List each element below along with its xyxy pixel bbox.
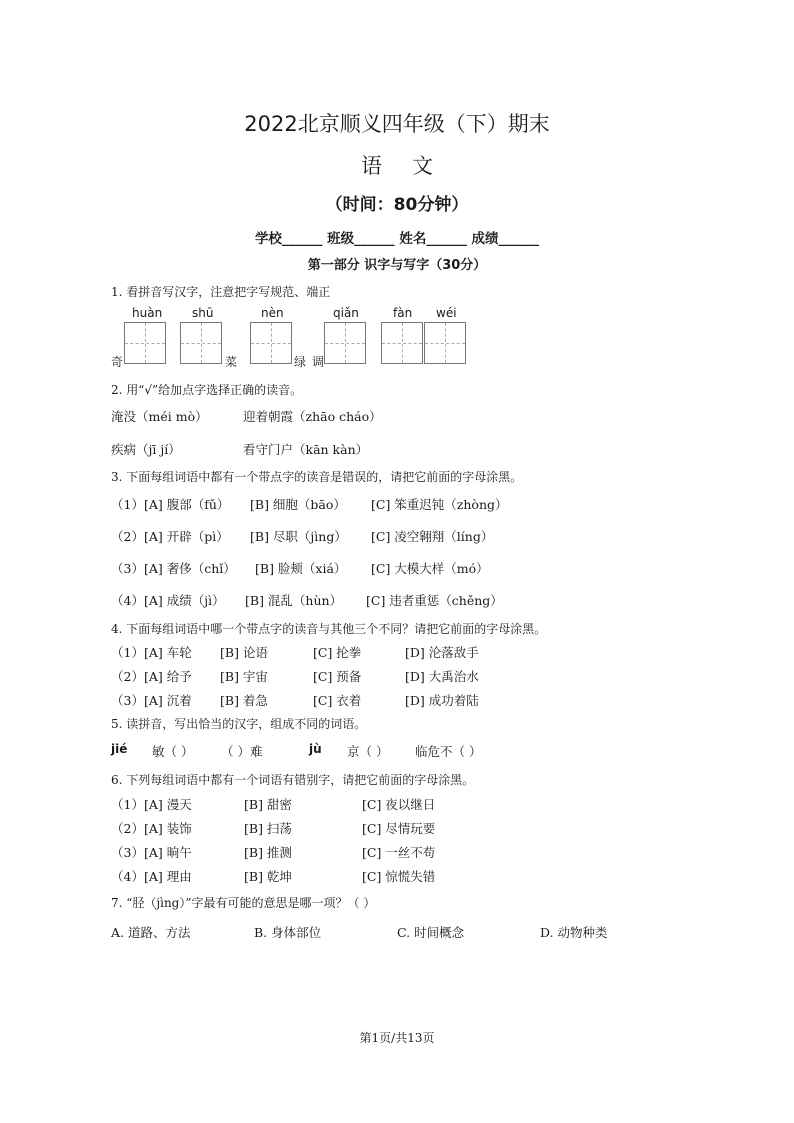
q1-pinyin: qiǎn: [333, 306, 359, 320]
writing-box[interactable]: [250, 322, 292, 364]
q4-option[interactable]: [D] 沦落敌手: [405, 645, 479, 660]
q5-prompt: 5. 读拼音，写出恰当的汉字，组成不同的词语。: [111, 717, 367, 731]
q7-option[interactable]: D. 动物种类: [540, 925, 608, 940]
q4-option[interactable]: （3）[A] 沉着: [111, 693, 192, 708]
q3-prompt: 3. 下面每组词语中都有一个带点字的读音是错误的，请把它前面的字母涂黑。: [111, 470, 523, 484]
q3-option[interactable]: [B] 尽职（jìng）: [250, 529, 347, 544]
q1-pinyin: wéi: [436, 306, 457, 320]
q4-option[interactable]: [C] 预备: [313, 669, 362, 684]
q3-option[interactable]: [C] 违者重惩（chěng）: [366, 593, 503, 608]
q1-char: 菜: [225, 355, 238, 369]
q4-option[interactable]: [B] 论语: [220, 645, 268, 660]
q6-option[interactable]: （1）[A] 漫天: [111, 797, 192, 812]
writing-box[interactable]: [324, 322, 366, 364]
exam-title: 2022北京顺义四年级（下）期末: [244, 112, 550, 136]
q2-item: 淹没（méi mò）: [111, 409, 208, 424]
q2-item: 看守门户（kān kàn）: [243, 442, 369, 457]
q5-blank[interactable]: 敏（ ）: [152, 744, 194, 759]
q6-option[interactable]: （4）[A] 理由: [111, 869, 192, 884]
q4-option[interactable]: [B] 宇宙: [220, 669, 268, 684]
q4-option[interactable]: [D] 成功着陆: [405, 693, 479, 708]
q3-option[interactable]: [B] 脸颊（xiá）: [255, 561, 347, 576]
q6-option[interactable]: [B] 甜密: [244, 797, 292, 812]
q1-char: 奇: [111, 355, 124, 369]
q1-prompt: 1. 看拼音写汉字，注意把字写规范、端正: [111, 285, 331, 299]
q3-option[interactable]: [C] 凌空翱翔（líng）: [371, 529, 494, 544]
q1-pinyin: huàn: [132, 306, 163, 320]
q4-option[interactable]: [D] 大禹治水: [405, 669, 479, 684]
q6-prompt: 6. 下列每组词语中都有一个词语有错别字，请把它前面的字母涂黑。: [111, 773, 475, 787]
q3-option[interactable]: （1）[A] 腹部（fǔ）: [111, 497, 230, 512]
writing-box[interactable]: [381, 322, 423, 364]
q3-option[interactable]: [B] 混乱（hùn）: [245, 593, 343, 608]
q5-blank[interactable]: 临危不（ ）: [415, 744, 482, 759]
q1-char: 调: [312, 355, 325, 369]
q3-option[interactable]: [C] 大模大样（mó）: [371, 561, 489, 576]
q2-item: 疾病（jī jí）: [111, 442, 181, 457]
writing-box[interactable]: [180, 322, 222, 364]
q4-option[interactable]: [B] 着急: [220, 693, 268, 708]
page-footer: 第1页/共13页: [359, 1031, 435, 1045]
part-heading: 第一部分 识字与写字（30分）: [307, 258, 487, 273]
q3-option[interactable]: [B] 细胞（bāo）: [250, 497, 346, 512]
q6-option[interactable]: [C] 夜以继日: [362, 797, 436, 812]
q6-option[interactable]: [C] 惊慌失错: [362, 869, 436, 884]
q4-option[interactable]: （1）[A] 车轮: [111, 645, 192, 660]
q6-option[interactable]: [B] 乾坤: [244, 869, 292, 884]
q7-option[interactable]: A. 道路、方法: [111, 925, 191, 940]
q6-option[interactable]: （3）[A] 晌午: [111, 845, 192, 860]
writing-box[interactable]: [124, 322, 166, 364]
q6-option[interactable]: [B] 扫荡: [244, 821, 292, 836]
q3-option[interactable]: （2）[A] 开辟（pì）: [111, 529, 229, 544]
q3-option[interactable]: （3）[A] 奢侈（chǐ）: [111, 561, 236, 576]
subject-title: 语文: [361, 154, 463, 178]
q4-prompt: 4. 下面每组词语中哪一个带点字的读音与其他三个不同？请把它前面的字母涂黑。: [111, 622, 547, 636]
q1-pinyin: shū: [192, 306, 214, 320]
q2-item: 迎着朝霞（zhāo cháo）: [243, 409, 382, 424]
exam-time: （时间：80分钟）: [325, 195, 469, 215]
q6-option[interactable]: [C] 一丝不苟: [362, 845, 436, 860]
q7-option[interactable]: B. 身体部位: [254, 925, 322, 940]
q1-char: 绿: [294, 355, 307, 369]
q5-pinyin: jù: [309, 742, 322, 756]
q5-blank[interactable]: （ ）难: [221, 744, 263, 759]
q5-blank[interactable]: 京（ ）: [347, 744, 389, 759]
q4-option[interactable]: （2）[A] 给予: [111, 669, 192, 684]
q1-pinyin: fàn: [393, 306, 413, 320]
q1-pinyin: nèn: [261, 306, 284, 320]
q3-option[interactable]: （4）[A] 成绩（jì）: [111, 593, 225, 608]
q7-option[interactable]: C. 时间概念: [397, 925, 465, 940]
q6-option[interactable]: [B] 推测: [244, 845, 292, 860]
q5-pinyin: jié: [111, 742, 128, 756]
q2-prompt: 2. 用“√”给加点字选择正确的读音。: [111, 383, 303, 397]
q4-option[interactable]: [C] 抡拳: [313, 645, 362, 660]
writing-box[interactable]: [424, 322, 466, 364]
student-info-line: 学校______ 班级______ 姓名______ 成绩______: [254, 231, 540, 247]
q3-option[interactable]: [C] 笨重迟钝（zhòng）: [371, 497, 508, 512]
q7-prompt: 7. “胫（jìng）”字最有可能的意思是哪一项？（ ）: [111, 896, 376, 910]
q4-option[interactable]: [C] 衣着: [313, 693, 362, 708]
q6-option[interactable]: [C] 尽情玩要: [362, 821, 436, 836]
q6-option[interactable]: （2）[A] 装饰: [111, 821, 192, 836]
